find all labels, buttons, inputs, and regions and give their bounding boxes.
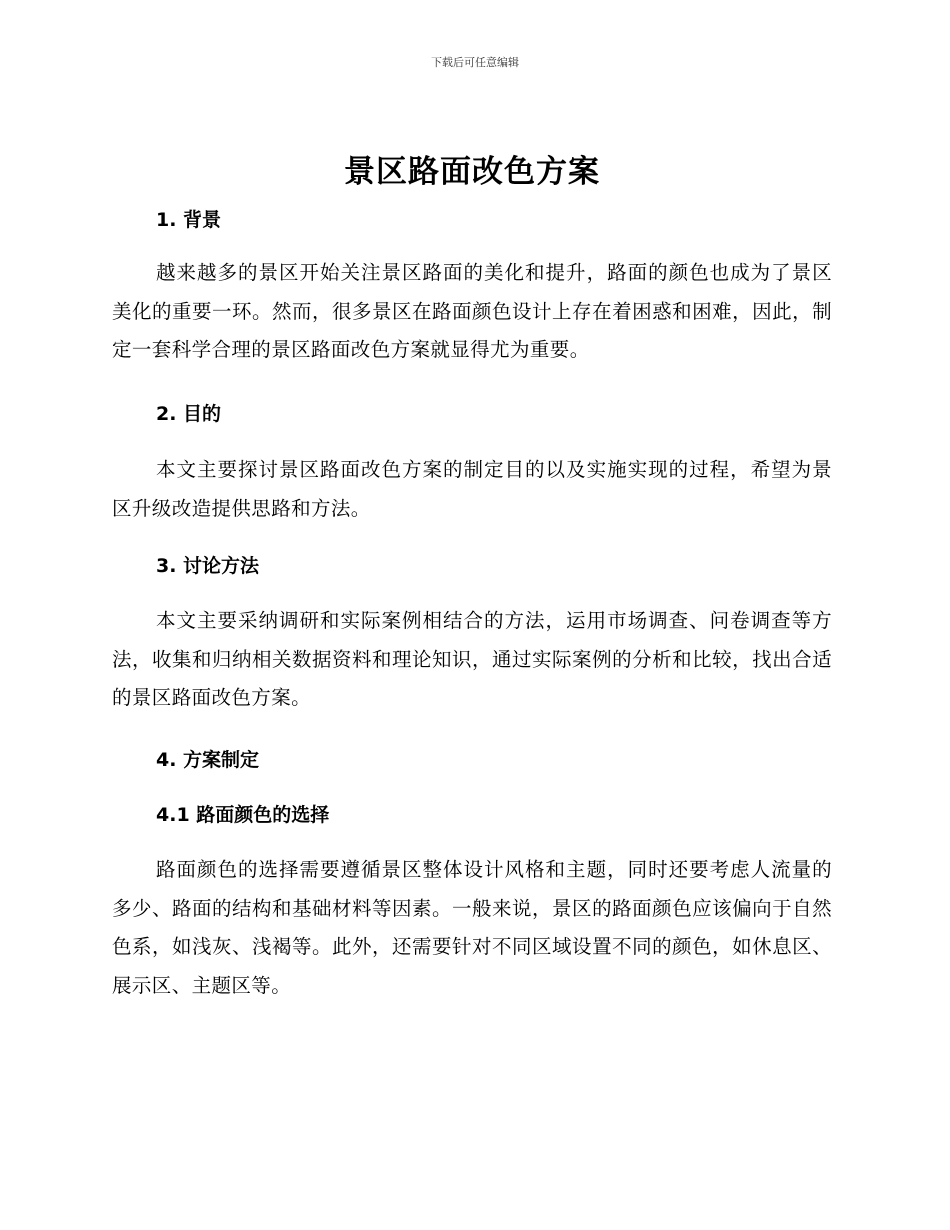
section-paragraph-method: 本文主要采纳调研和实际案例相结合的方法，运用市场调查、问卷调查等方法，收集和归纳相关数据资料和理论知识，通过实际案例的分析和比较，找出合适的景区路面改色方案。 bbox=[112, 609, 832, 709]
section-paragraph-purpose: 本文主要探讨景区路面改色方案的制定目的以及实施实现的过程，希望为景区升级改造提供思路和方法。 bbox=[112, 458, 832, 520]
subsection-heading-color-selection: 4.1 路面颜色的选择 bbox=[156, 804, 330, 826]
section-heading-purpose: 2. 目的 bbox=[156, 403, 222, 425]
section-heading-method: 3. 讨论方法 bbox=[156, 555, 260, 577]
page-header-note: 下载后可任意编辑 bbox=[431, 56, 519, 69]
section-paragraph-background: 越来越多的景区开始关注景区路面的美化和提升，路面的颜色也成为了景区美化的重要一环。然而，很多景区在路面颜色设计上存在着困惑和困难，因此，制定一套科学合理的景区路面改色方案就显得尤为重要。 bbox=[112, 261, 832, 361]
document-title: 景区路面改色方案 bbox=[344, 154, 600, 190]
section-heading-plan: 4. 方案制定 bbox=[156, 749, 260, 771]
subsection-paragraph-color-selection: 路面颜色的选择需要遵循景区整体设计风格和主题，同时还要考虑人流量的多少、路面的结构和基础材料等因素。一般来说，景区的路面颜色应该偏向于自然色系，如浅灰、浅褐等。此外，还需要针对不同区域设置不同的颜色，如休息区、展示区、主题区等。 bbox=[112, 858, 832, 997]
section-heading-background: 1. 背景 bbox=[156, 209, 222, 231]
